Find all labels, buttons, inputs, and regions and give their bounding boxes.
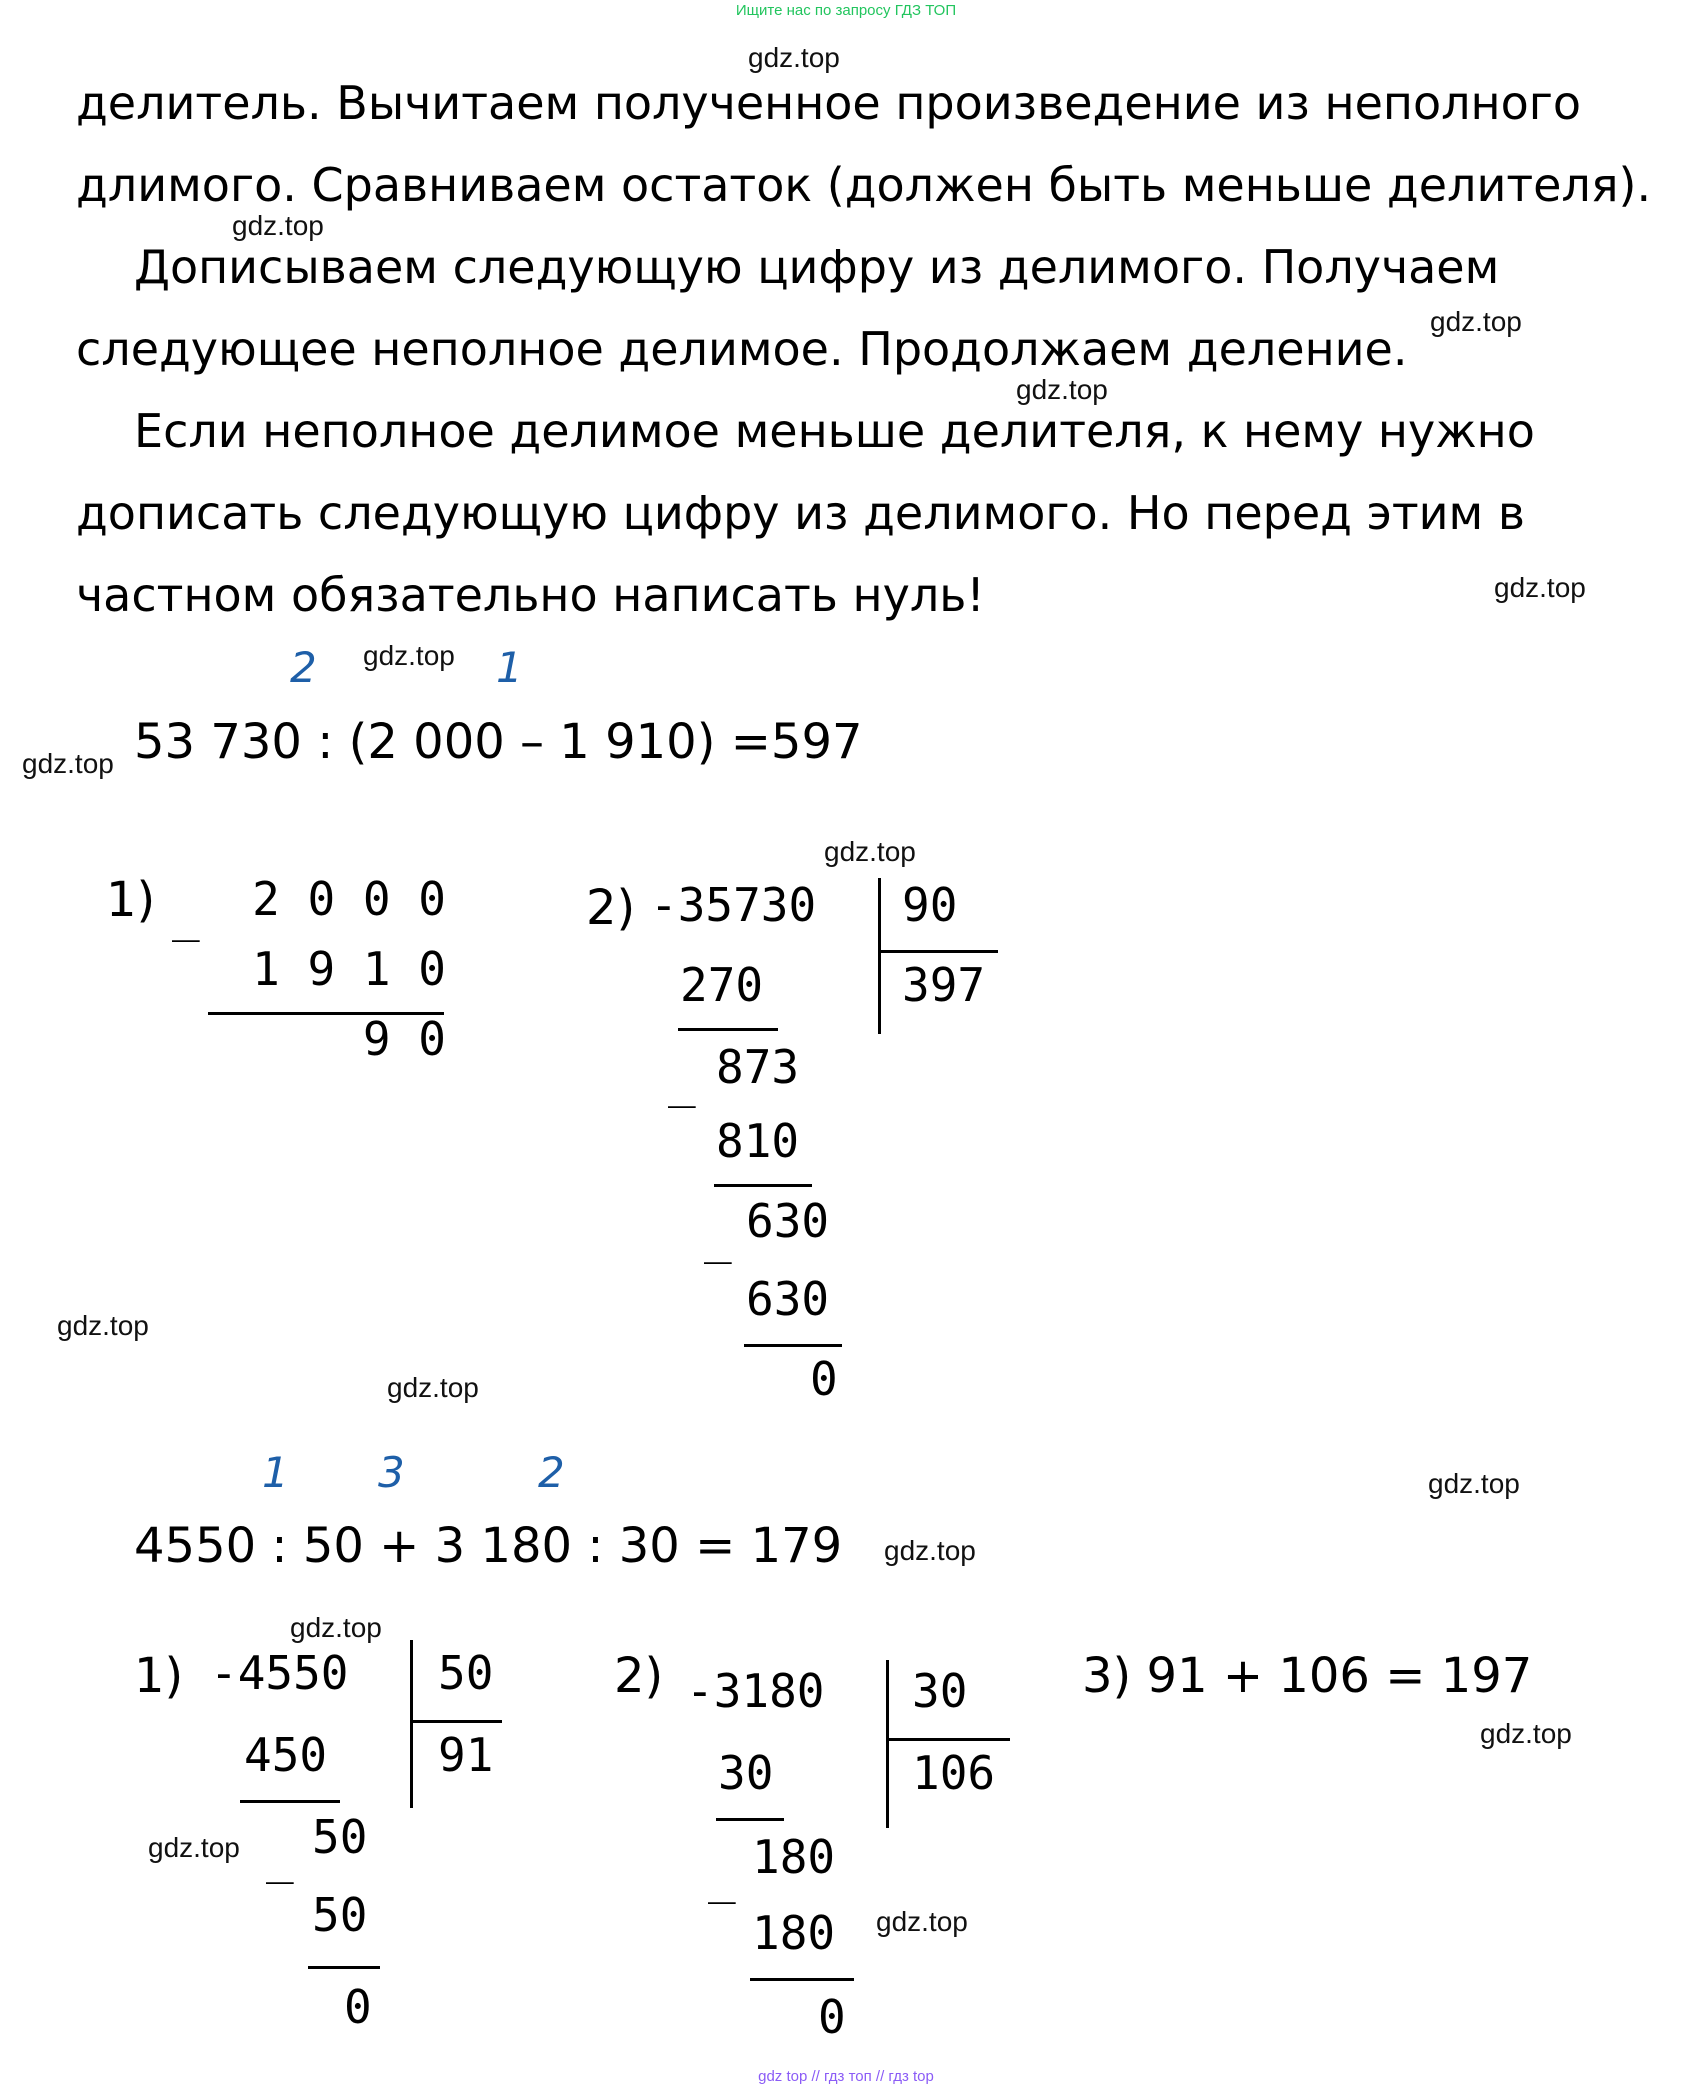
watermark: gdz.top <box>232 210 324 241</box>
paragraph-line: Дописываем следующую цифру из делимого. Получаем <box>134 240 1500 294</box>
partial-product: 810 <box>716 1114 800 1168</box>
subtraction-line <box>750 1978 854 1981</box>
partial-product: 50 <box>312 1888 368 1942</box>
remainder: 0 <box>818 1990 846 2044</box>
paragraph-line: дописать следующую цифру из делимого. Но перед этим в <box>76 486 1525 540</box>
subtraction-line <box>678 1028 778 1031</box>
watermark: gdz.top <box>824 836 916 867</box>
subtraction-line <box>744 1344 842 1347</box>
division-bar <box>886 1660 889 1828</box>
partial-product: 30 <box>718 1746 774 1800</box>
division-bar <box>878 878 881 1034</box>
watermark: gdz.top <box>1494 572 1586 603</box>
watermark: gdz.top <box>748 42 840 73</box>
step-label: 2) <box>614 1648 664 1704</box>
minus-sign: _ <box>266 1830 294 1884</box>
watermark: gdz.top <box>876 1906 968 1937</box>
watermark: gdz.top <box>1016 374 1108 405</box>
dividend: -35730 <box>650 878 817 932</box>
minus-sign: _ <box>668 1054 696 1108</box>
watermark: gdz.top <box>884 1535 976 1566</box>
quotient-line <box>880 950 998 953</box>
step-label: 1) <box>106 872 156 928</box>
partial-product: 270 <box>680 958 764 1012</box>
partial-dividend: 873 <box>716 1040 800 1094</box>
quotient-line <box>412 1720 502 1723</box>
watermark: gdz.top <box>1480 1718 1572 1749</box>
partial-dividend: 50 <box>312 1810 368 1864</box>
footer-note: gdz top // гдз топ // гдз top <box>758 2068 934 2085</box>
watermark: gdz.top <box>387 1372 479 1403</box>
header-note: Ищите нас по запросу ГДЗ ТОП <box>735 2 957 19</box>
step-label: 2) <box>586 880 636 936</box>
partial-dividend: 630 <box>746 1194 830 1248</box>
partial-product: 630 <box>746 1272 830 1326</box>
step3-sum: 3) 91 + 106 = 197 <box>1082 1648 1533 1704</box>
subtrahend: 1 9 1 0 <box>252 942 446 996</box>
quotient: 91 <box>438 1728 494 1782</box>
partial-dividend: 180 <box>752 1830 836 1884</box>
minus-sign: _ <box>708 1850 736 1904</box>
dividend: -4550 <box>210 1646 349 1700</box>
minus-sign: _ <box>704 1210 732 1264</box>
problem2-expression: 4550 : 50 + 3 180 : 30 = 179 <box>134 1518 843 1574</box>
watermark: gdz.top <box>1430 306 1522 337</box>
watermark: gdz.top <box>290 1612 382 1643</box>
operation-order-mark: 1 <box>496 643 523 692</box>
difference: 9 0 <box>362 1012 446 1066</box>
problem1-expression: 53 730 : (2 000 – 1 910) =597 <box>134 714 863 770</box>
paragraph-line: делитель. Вычитаем полученное произведение из неполного <box>76 76 1582 130</box>
paragraph-line: частном обязательно написать нуль! <box>76 568 985 622</box>
partial-product: 450 <box>244 1728 328 1782</box>
divisor: 90 <box>902 878 958 932</box>
minus-sign: _ <box>172 888 200 942</box>
step-label: 1) <box>134 1648 184 1704</box>
watermark: gdz.top <box>363 640 455 671</box>
operation-order-mark: 3 <box>378 1448 405 1497</box>
remainder: 0 <box>344 1980 372 2034</box>
watermark: gdz.top <box>148 1832 240 1863</box>
quotient: 397 <box>902 958 986 1012</box>
dividend: -3180 <box>686 1664 825 1718</box>
divisor: 50 <box>438 1646 494 1700</box>
partial-product: 180 <box>752 1906 836 1960</box>
operation-order-mark: 1 <box>262 1448 289 1497</box>
operation-order-mark: 2 <box>538 1448 565 1497</box>
subtraction-line <box>716 1818 784 1821</box>
quotient-line <box>888 1738 1010 1741</box>
watermark: gdz.top <box>57 1310 149 1341</box>
remainder: 0 <box>810 1352 838 1406</box>
divisor: 30 <box>912 1664 968 1718</box>
division-bar <box>410 1640 413 1808</box>
paragraph-line: длимого. Сравниваем остаток (должен быть меньше делителя). <box>76 158 1652 212</box>
watermark: gdz.top <box>1428 1468 1520 1499</box>
operation-order-mark: 2 <box>290 643 317 692</box>
paragraph-line: следующее неполное делимое. Продолжаем деление. <box>76 322 1408 376</box>
paragraph-line: Если неполное делимое меньше делителя, к нему нужно <box>134 404 1535 458</box>
minuend: 2 0 0 0 <box>252 872 446 926</box>
quotient: 106 <box>912 1746 996 1800</box>
subtraction-line <box>714 1184 812 1187</box>
subtraction-line <box>308 1966 380 1969</box>
subtraction-line <box>240 1800 340 1803</box>
watermark: gdz.top <box>22 748 114 779</box>
